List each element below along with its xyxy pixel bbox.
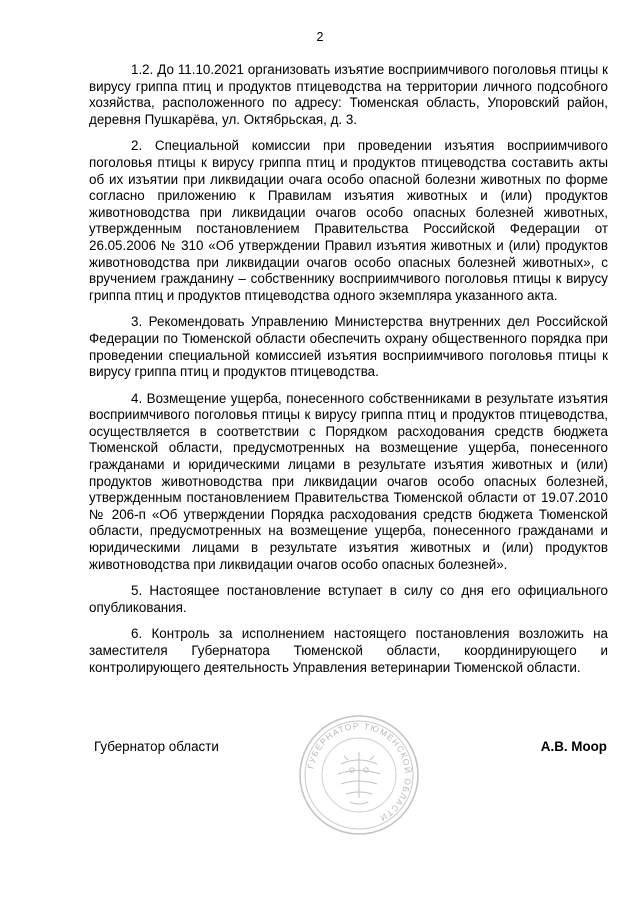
- paragraph-4: 4. Возмещение ущерба, понесенного собственниками в результате изъятия восприимчивого поголовья птицы к вирусу гриппа птиц и продуктов птицеводства, осуществляется в соответствии с Порядком расходования средств бюджета Тюменской области, предусмотренных на возмещение ущерба, понесенного гражданами и юридическими лицами в результате изъятия животных и (или) продуктов животноводства при ликвидации очагов особо опасных болезней, утвержденным постановлением Правительства Тюменской области от 19.07.2010 № 206-п «Об утверждении Порядка расходования средств бюджета Тюменской области, предусмотренных на возмещение ущерба, понесенного гражданами и юридическими лицами в результате изъятия животных и (или) продуктов животноводства при ликвидации очагов особо опасных болезней».: [89, 390, 608, 572]
- signatory-name: А.В. Моор: [540, 739, 607, 754]
- signatory-title: Губернатор области: [94, 739, 219, 754]
- seal-ring-textpath: ГУБЕРНАТОР ТЮМЕНСКОЙ ОБЛАСТИ: [305, 720, 414, 824]
- paragraph-3: 3. Рекомендовать Управлению Министерства внутренних дел Российской Федерации по Тюменской области обеспечить охрану общественного порядка при проведении специальной комиссией изъятия восприимчивого поголовья птицы к вирусу гриппа птиц и продуктов птицеводства.: [89, 314, 608, 380]
- document-body: [89, 62, 608, 686]
- seal-emblem: [338, 752, 380, 804]
- paragraph-6: 6. Контроль за исполнением настоящего постановления возложить на заместителя Губернатора Тюменской области, координирующего и контролирующего деятельность Управления ветеринарии Тюменской области.: [89, 626, 608, 675]
- paragraph-5: 5. Настоящее постановление вступает в силу со дня его официального опубликования.: [89, 583, 608, 615]
- page-number: 2: [316, 30, 324, 44]
- official-seal-stamp: [296, 712, 422, 838]
- paragraph-2: 2. Специальной комиссии при проведении изъятия восприимчивого поголовья птицы к вирусу гриппа птиц и продуктов птицеводства составить акты об их изъятии при ликвидации очага особо опасной болезни животных по форме согласно приложению к Правилам изъятия животных и (или) продуктов животноводства при ликвидации очагов особо опасных болезней животных, утвержденным постановлением Правительства Российской Федерации от 26.05.2006 № 310 «Об утверждении Правил изъятия животных и (или) продуктов животноводства при ликвидации очагов особо опасных болезней животных», с вручением гражданину – собственнику восприимчивого поголовья птицы к вирусу гриппа птиц и продуктов птицеводства одного экземпляра указанного акта.: [89, 138, 608, 303]
- paragraph-1-2: 1.2. До 11.10.2021 организовать изъятие восприимчивого поголовья птицы к вирусу гриппа птиц и продуктов птицеводства на территории личного подсобного хозяйства, расположенного по адресу: Тюменская область, Упоровский район, деревня Пушкарёва, ул. Октябрьская, д. 3.: [89, 62, 608, 127]
